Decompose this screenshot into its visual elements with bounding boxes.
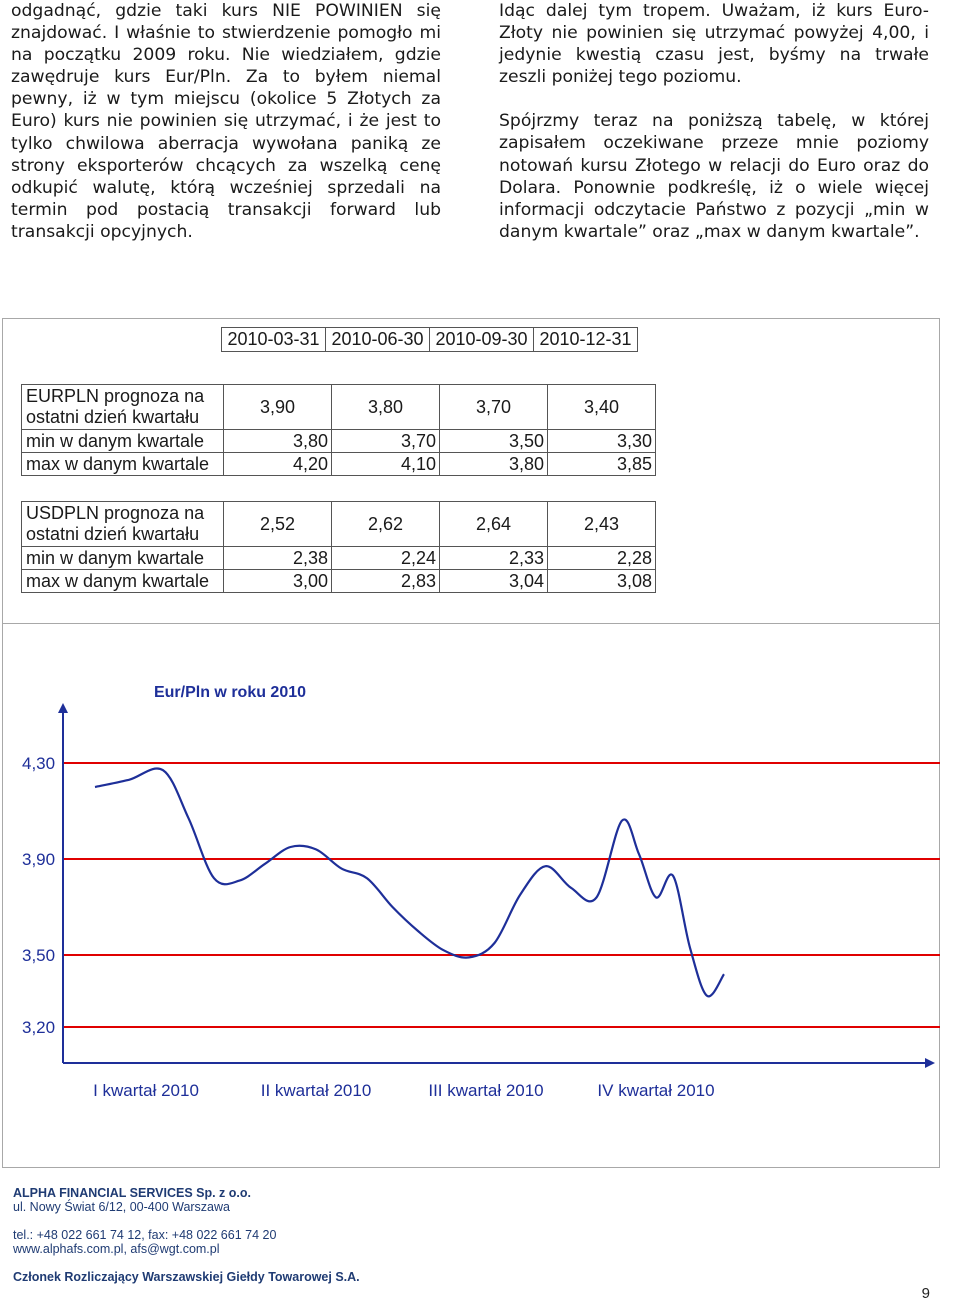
eurpln-min-cell: 3,30 — [548, 430, 656, 453]
footer-address: ul. Nowy Świat 6/12, 00-400 Warszawa — [13, 1200, 230, 1214]
y-tick-label: 3,90 — [22, 850, 56, 869]
date-cell: 2010-06-30 — [326, 328, 430, 352]
eurpln-max-cell: 3,80 — [440, 453, 548, 476]
eurpln-max-cell: 4,10 — [332, 453, 440, 476]
eurpln-max-cell: 4,20 — [224, 453, 332, 476]
eurpln-max-cell: 3,85 — [548, 453, 656, 476]
eurpln-min-cell: 3,80 — [224, 430, 332, 453]
usdpln-min-cell: 2,38 — [224, 547, 332, 570]
x-category-label: III kwartał 2010 — [428, 1081, 544, 1100]
eurpln-max-label: max w danym kwartale — [22, 453, 224, 476]
left-column — [11, 0, 441, 265]
usdpln-max-cell: 2,83 — [332, 570, 440, 593]
usdpln-forecast-cell: 2,64 — [440, 502, 548, 547]
date-cell: 2010-09-30 — [430, 328, 534, 352]
eurpln-forecast-cell: 3,80 — [332, 385, 440, 430]
eurpln-forecast-row — [22, 385, 656, 430]
eurpln-forecast-cell: 3,90 — [224, 385, 332, 430]
y-axis-arrow — [58, 703, 68, 713]
page-number: 9 — [921, 1285, 930, 1302]
y-tick-label: 4,30 — [22, 754, 56, 773]
usdpln-max-label: max w danym kwartale — [22, 570, 224, 593]
right-column — [499, 0, 929, 265]
usdpln-table — [21, 501, 656, 593]
usdpln-max-cell: 3,08 — [548, 570, 656, 593]
eurpln-max-row — [22, 453, 656, 476]
x-axis-arrow — [925, 1058, 935, 1068]
eurpln-forecast-cell: 3,40 — [548, 385, 656, 430]
footer-tel: tel.: +48 022 661 74 12, fax: +48 022 661 74 20 — [13, 1228, 277, 1242]
y-tick-label: 3,50 — [22, 946, 56, 965]
footer-company: ALPHA FINANCIAL SERVICES Sp. z o.o. — [13, 1186, 251, 1200]
eurpln-forecast-cell: 3,70 — [440, 385, 548, 430]
date-cell: 2010-03-31 — [222, 328, 326, 352]
series-line — [95, 768, 724, 996]
right-paragraph-2: Spójrzmy teraz na poniższą tabelę, w której zapisałem oczekiwane przeze mnie poziomy notowań kursu Złotego w relacji do Euro oraz do Dolara. Ponownie podkreślę, iż o wiele więcej informacji odczytacie Państwo z pozycji „min w danym kwartale” oraz „max w danym kwartale”. — [499, 111, 929, 242]
date-cell: 2010-12-31 — [534, 328, 638, 352]
eurpln-forecast-label: EURPLN prognoza na ostatni dzień kwartału — [22, 385, 224, 430]
x-category-label: II kwartał 2010 — [260, 1081, 372, 1100]
usdpln-forecast-cell: 2,52 — [224, 502, 332, 547]
usdpln-forecast-cell: 2,43 — [548, 502, 656, 547]
footer-member: Członek Rozliczający Warszawskiej Giełdy Towarowej S.A. — [13, 1270, 360, 1284]
usdpln-min-cell: 2,24 — [332, 547, 440, 570]
eurpln-min-cell: 3,50 — [440, 430, 548, 453]
right-paragraph-1: Idąc dalej tym tropem. Uważam, iż kurs Euro-Złoty nie powinien się utrzymać powyżej 4,00, i jedynie kwestią czasu jest, byśmy na trwałe zeszli poniżej tego poziomu. — [499, 1, 929, 88]
x-category-label: IV kwartał 2010 — [597, 1081, 715, 1100]
x-category-label: I kwartał 2010 — [93, 1081, 199, 1100]
usdpln-max-cell: 3,00 — [224, 570, 332, 593]
eurpln-chart — [0, 623, 940, 1168]
dates-row — [222, 328, 638, 352]
usdpln-forecast-row — [22, 502, 656, 547]
y-tick-label: 3,20 — [22, 1018, 56, 1037]
usdpln-forecast-cell: 2,62 — [332, 502, 440, 547]
usdpln-forecast-label: USDPLN prognoza na ostatni dzień kwartału — [22, 502, 224, 547]
usdpln-max-row — [22, 570, 656, 593]
usdpln-min-row — [22, 547, 656, 570]
eurpln-min-label: min w danym kwartale — [22, 430, 224, 453]
usdpln-min-cell: 2,33 — [440, 547, 548, 570]
usdpln-min-label: min w danym kwartale — [22, 547, 224, 570]
dates-header-table — [221, 327, 638, 352]
chart-title: Eur/Pln w roku 2010 — [153, 684, 307, 701]
footer-web: www.alphafs.com.pl, afs@wgt.com.pl — [13, 1242, 220, 1256]
eurpln-min-row — [22, 430, 656, 453]
usdpln-max-cell: 3,04 — [440, 570, 548, 593]
eurpln-min-cell: 3,70 — [332, 430, 440, 453]
usdpln-min-cell: 2,28 — [548, 547, 656, 570]
eurpln-table — [21, 384, 656, 476]
left-paragraph: odgadnąć, gdzie taki kurs NIE POWINIEN się znajdować. I właśnie to stwierdzenie pomogło mi na początku 2009 roku. Nie wiedziałem, gdzie zawędruje kurs Eur/Pln. Za to byłem niemal pewny, iż w tym miejscu (okolice 5 Złotych za Euro) kurs nie powinien się utrzymać, i że jest to tylko chwilowa aberracja wywołana paniką ze strony eksporterów chcących za wszelką cenę odkupić walutę, którą wcześniej sprzedali na termin pod postacią transakcji forward lub transakcji opcyjnych. — [11, 1, 441, 242]
